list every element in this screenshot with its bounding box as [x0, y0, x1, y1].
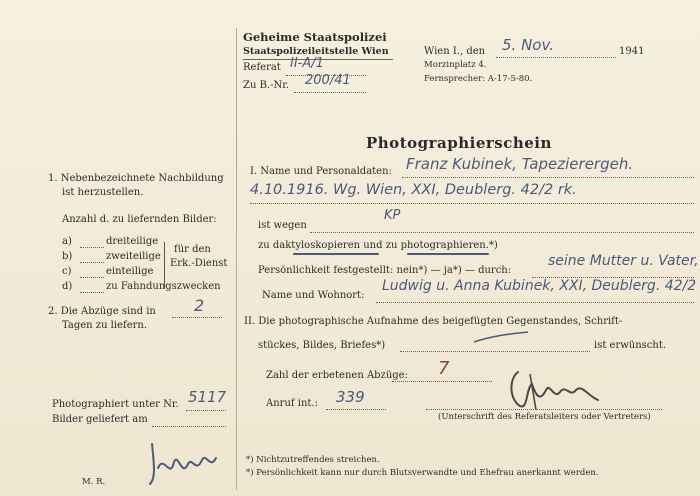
copies-label: Zahl der erbetenen Abzüge: [266, 370, 408, 381]
option-c-letter: c) [62, 266, 72, 277]
section1-hand-line2: 4.10.1916. Wg. Wien, XXI, Deublerg. 42/2 rk. [250, 182, 577, 198]
name-hand: Ludwig u. Anna Kubinek, XXI, Deublerg. 42/2 [382, 278, 697, 294]
delivered-label: Bilder geliefert am [52, 414, 148, 425]
item2-dots [172, 316, 222, 318]
address: Morzinplatz 4. [424, 60, 487, 70]
section2-line1: II. Die photographische Aufnahme des beigefügten Gegenstandes, Schrift- [244, 316, 623, 327]
signature-caption: (Unterschrift des Referatsleiters oder Vertreters) [438, 412, 651, 422]
option-c: einteilige [106, 266, 154, 277]
photo-nr-label: Photographiert unter Nr. [52, 399, 179, 410]
section2-line2: stückes, Bildes, Briefes*) [258, 340, 386, 351]
footnote-2: *) Persönlichkeit kann nur durch Blutsverwandte und Ehefrau anerkannt werden. [246, 468, 599, 478]
column-divider [236, 28, 237, 490]
phone: Fernsprecher: A-17-5-80. [424, 74, 533, 84]
signature-dots [426, 408, 662, 410]
item1-line1: 1. Nebenbezeichnete Nachbildung [48, 173, 224, 184]
bnr-label: Zu B.-Nr. [243, 80, 290, 91]
option-d-dots [80, 291, 104, 293]
ist-wegen-dots [310, 231, 694, 233]
section1-dots-2 [250, 202, 694, 204]
footnote-1: *) Nichtzutreffendes streichen. [246, 455, 380, 465]
count-label: Anzahl d. zu liefernden Bilder: [62, 214, 217, 225]
referat-label: Referat [243, 62, 281, 73]
initials-print: M. R. [82, 477, 106, 487]
option-d-letter: d) [62, 281, 73, 292]
section1-label: I. Name und Personaldaten: [250, 166, 392, 177]
date-dots [496, 56, 616, 58]
anruf-dots [326, 408, 386, 410]
option-b: zweiteilige [106, 251, 161, 262]
item2-line2: Tagen zu liefern. [62, 320, 148, 331]
copies-hand: 7 [438, 358, 450, 379]
option-d: zu Fahndungszwecken [106, 281, 221, 292]
brace-text-1: für den [174, 244, 211, 255]
initials-signature [144, 434, 224, 490]
copies-dots [392, 380, 492, 382]
identity-hand: seine Mutter u. Vater, [548, 253, 699, 269]
photo-nr-hand: 5117 [188, 388, 227, 406]
document-title: Photographierschein [366, 134, 552, 152]
item2-line1: 2. Die Abzüge sind in [48, 306, 156, 317]
option-c-dots [80, 276, 104, 278]
option-a-letter: a) [62, 236, 72, 247]
item2-days-hand: 2 [194, 296, 205, 315]
bnr-dots [294, 91, 366, 93]
bnr-value: 200/41 [305, 73, 351, 88]
option-a: dreiteilige [106, 236, 159, 247]
item1-line2: ist herzustellen. [62, 187, 144, 198]
ist-wegen-hand: KP [384, 208, 401, 223]
referat-value: II-A/1 [290, 56, 324, 71]
name-label: Name und Wohnort: [262, 290, 365, 301]
header-office: Staatspolizeileitstelle Wien [243, 46, 389, 57]
name-dots [376, 301, 694, 303]
anruf-label: Anruf int.: [266, 398, 318, 409]
underline-photo [407, 253, 489, 255]
anruf-hand: 339 [336, 388, 365, 406]
section1-hand-line1: Franz Kubinek, Tapezierergeh. [406, 155, 634, 173]
option-a-dots [80, 246, 104, 248]
ist-wegen-label: ist wegen [258, 220, 307, 231]
zu-label: zu daktyloskopieren und zu photographieren.*) [258, 240, 498, 251]
section1-dots-1 [402, 176, 694, 178]
date-handwritten: 5. Nov. [502, 36, 554, 54]
section2-line2b: ist erwünscht. [594, 340, 667, 351]
delivered-dots [152, 425, 226, 427]
identity-label: Persönlichkeit festgestellt: nein*) — ja*) — durch: [258, 265, 512, 276]
strike-mark [472, 330, 532, 346]
option-b-dots [80, 261, 104, 263]
option-b-letter: b) [62, 251, 73, 262]
underline-daktyl [293, 253, 379, 255]
photo-nr-dots [186, 409, 226, 411]
section2-dots [400, 350, 590, 352]
date-year: 1941 [619, 46, 645, 57]
header-org: Geheime Staatspolizei [243, 30, 387, 44]
place-date-prefix: Wien I., den [424, 46, 486, 57]
brace-text-2: Erk.-Dienst [170, 258, 228, 269]
